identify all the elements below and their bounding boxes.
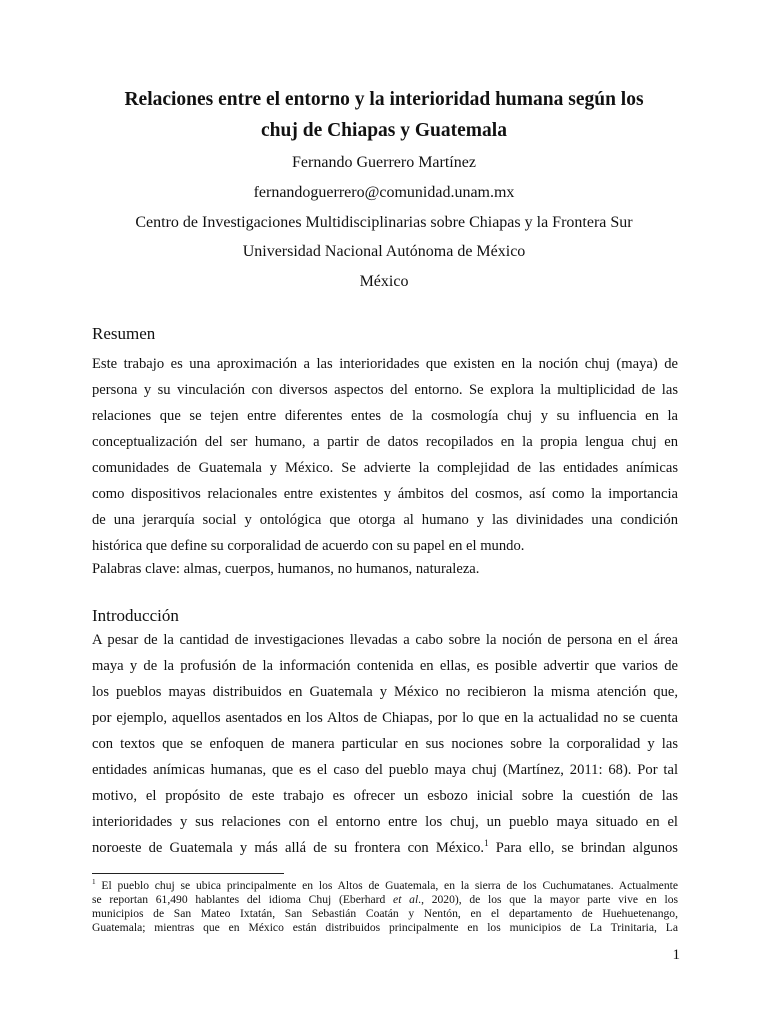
- footnote-line: [92, 879, 678, 893]
- intro-line: motivo, el propósito de este trabajo es ofrecer un esbozo inicial sobre la cuestión de las: [92, 788, 678, 804]
- footnote-text: se reportan 61,490 hablantes del idioma Chuj (Eberhard: [92, 893, 394, 906]
- abstract-line: relaciones que se tejen entre diferentes entes de la cosmología chuj y su influencia en la: [92, 408, 678, 424]
- paper-title: [60, 84, 708, 146]
- abstract-body: [92, 351, 678, 579]
- author-name: Fernando Guerrero Martínez: [292, 154, 476, 171]
- footnote-italic: et al: [393, 893, 419, 906]
- abstract-line: de una jerarquía social y ontológica que otorga al humano y las divinidades una condición: [92, 512, 678, 528]
- page-number: 1: [672, 947, 680, 963]
- affiliation-line-1: Centro de Investigaciones Multidisciplinarias sobre Chiapas y la Frontera Sur: [135, 214, 633, 231]
- intro-line: los pueblos mayas distribuidos en Guatemala y México no recibieron la misma atención que,: [92, 684, 678, 700]
- author-email: fernandoguerrero@comunidad.unam.mx: [253, 184, 515, 201]
- abstract-line: conceptualización del ser humano, a partir de datos recopilados en la propia lengua chuj en: [92, 434, 678, 450]
- footnote-text: ., 2020), de los que la mayor parte vive en los: [418, 893, 678, 906]
- affiliation-line-2: Universidad Nacional Autónoma de México: [242, 243, 526, 260]
- footnote-line: Guatemala; mientras que en México están distribuidos principalmente en los municipios de La Trinitaria, La: [92, 921, 678, 934]
- abstract-line: comunidades de Guatemala y México. Se advierte la complejidad de las entidades anímicas: [92, 460, 678, 476]
- footnote-marker[interactable]: 1: [484, 838, 489, 849]
- footnote-divider: [92, 873, 284, 874]
- keywords: Palabras clave: almas, cuerpos, humanos, no humanos, naturaleza.: [92, 561, 480, 577]
- intro-line-text: Para ello, se brindan algunos: [488, 840, 678, 856]
- intro-line: interioridades y sus relaciones con el entorno entre los chuj, un pueblo maya situado en el: [92, 814, 678, 830]
- abstract-heading: Resumen: [92, 324, 156, 343]
- abstract-line: histórica que define su corporalidad de acuerdo con su papel en el mundo.: [92, 538, 525, 554]
- intro-line: maya y de la profusión de la información contenida en ellas, es posible advertir que varios de: [92, 658, 678, 674]
- abstract-line: Este trabajo es una aproximación a las interioridades que existen en la noción chuj (maya) de: [92, 356, 678, 372]
- introduction-heading: Introducción: [92, 606, 179, 625]
- intro-line: por ejemplo, aquellos asentados en los Altos de Chiapas, por lo que en la actualidad no se cuenta: [92, 710, 678, 726]
- intro-line-with-footnote: [92, 835, 678, 861]
- footnote-line: [92, 893, 678, 907]
- introduction-body: [92, 627, 678, 861]
- footnote-1: [92, 879, 678, 935]
- intro-line-text: noroeste de Guatemala y más allá de su frontera con México.: [92, 840, 485, 856]
- title-line-1: Relaciones entre el entorno y la interioridad humana según los: [124, 89, 644, 110]
- intro-line: entidades anímicas humanas, que es el caso del pueblo maya chuj (Martínez, 2011: 68). Por tal: [92, 762, 678, 778]
- abstract-line: persona y su vinculación con diversos aspectos del entorno. Se explora la multiplicidad de las: [92, 382, 678, 398]
- intro-line: A pesar de la cantidad de investigaciones llevadas a cabo sobre la noción de persona en el área: [92, 632, 678, 648]
- intro-line: con textos que se enfoquen de manera particular en sus nociones sobre la corporalidad y las: [92, 736, 678, 752]
- title-line-2: chuj de Chiapas y Guatemala: [261, 120, 507, 141]
- footnote-line: municipios de San Mateo Ixtatán, San Sebastián Coatán y Nentón, en el departamento de Huehuetenango,: [92, 907, 678, 920]
- abstract-line: como dispositivos relacionales entre existentes y ámbitos del cosmos, así como la importancia: [92, 486, 678, 502]
- footnote-text: El pueblo chuj se ubica principalmente en los Altos de Guatemala, en la sierra de los Cuchumatanes. Actualmente: [95, 879, 678, 892]
- author-country: México: [359, 273, 409, 290]
- footnote-number: 1: [92, 878, 96, 887]
